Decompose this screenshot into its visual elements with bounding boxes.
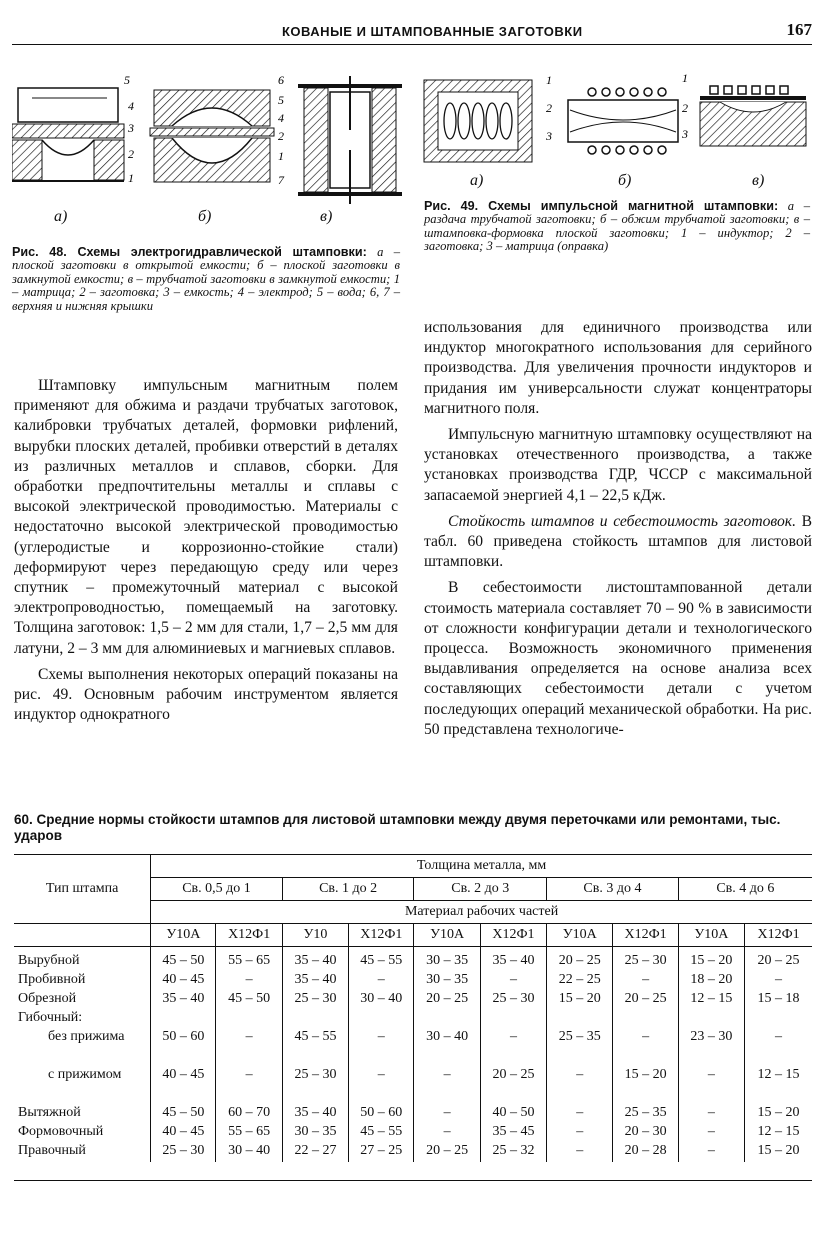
fig48-callout-3: 3 [128,121,134,135]
fig48-caption [12,246,400,313]
fig48-scheme-a [12,88,124,182]
fig48-label-c: в) [320,208,333,225]
table-cell: 25 – 30 [151,1143,216,1162]
fig48-callout-2: 2 [128,147,134,161]
fig48-callout-7: 7 [278,173,284,187]
table-cell: 30 – 40 [216,1143,282,1162]
table-cell: – [678,1067,744,1105]
table-cell: – [216,1029,282,1067]
fig48-callout-5: 5 [124,73,130,87]
table-cell: – [480,972,546,991]
table-cell: – [745,1029,812,1067]
table-cell: 40 – 45 [151,1067,216,1105]
row-label: Гибочный: [18,1010,83,1025]
fig49-caption-body: а – раздача трубчатой заготовки; б – обжим трубчатой заготовки; в – штамповка-формовка плоской заготовки; 1 – индуктор; 2 – заготовка; 3 – матрица (оправка) [424,199,811,254]
fig49-callout-2b: 2 [682,101,688,115]
material-header: Х12Ф1 [613,924,678,947]
row-label: Пробивной [18,972,86,987]
row-label: Формовочный [18,1124,104,1139]
table-cell: – [349,1067,414,1105]
table-cell: – [613,1029,678,1067]
range-header: Св. 1 до 2 [282,878,414,901]
table-cell: 12 – 15 [745,1124,812,1143]
fig48-scheme-b [150,90,274,182]
table-cell: – [678,1143,744,1162]
right-paragraph-3 [424,512,812,573]
fig49-label-a: а) [470,172,484,189]
table-cell: 45 – 55 [282,1029,348,1067]
range-header: Св. 4 до 6 [678,878,812,901]
table-cell: 25 – 30 [282,991,348,1010]
table-cell: 25 – 35 [613,1105,678,1124]
table-cell [613,1010,678,1029]
table-cell: – [547,1067,613,1105]
range-header: Св. 2 до 3 [414,878,547,901]
material-header: У10А [151,924,216,947]
table-row [14,947,812,973]
table-cell: 20 – 25 [480,1067,546,1105]
table-cell: 60 – 70 [216,1105,282,1124]
fig49-scheme-a [424,80,532,162]
fig49-label-b: б) [618,172,632,189]
table-cell [349,1010,414,1029]
table-cell: – [745,972,812,991]
table-cell [282,1010,348,1029]
table-cell: 15 – 20 [678,947,744,973]
header-type: Тип штампа [14,855,151,924]
table-cell: 22 – 27 [282,1143,348,1162]
left-paragraph-2: Схемы выполнения некоторых операций показаны на рис. 49. Основным рабочим инструментом является индуктор однократного [14,665,398,724]
table-cell: – [216,972,282,991]
left-paragraph-1: Штамповку импульсным магнитным полем применяют для обжима и раздачи трубчатых заготовок, калибровки трубчатых деталей, формовки рифлений, вырубки плоских деталей, пробивки отверстий в деталях из различных металлов и сплавов, сборки. Для обработки предпочтительны металлы и сплавы с высокой электрической проводимостью. Материалы с недостаточно высокой электрической проводимостью (углеродистые и коррозионно-стойкие стали) деформируют через передающую среду или через спутник – промежуточный материал с высокой электропроводностью, помещаемый на заготовку. Толщина заготовок: 1,5 – 2 мм для стали, 1,7 – 2,5 мм для латуни, 2 – 3 мм для алюминиевых и магниевых сплавов. [14,377,398,657]
table-cell: 15 – 20 [745,1105,812,1124]
material-header: У10А [414,924,480,947]
fig48-callout-4: 4 [128,99,134,113]
fig48-label-a: а) [54,208,68,225]
right-paragraph-1: использования для единичного производства или индуктор многократного использования для серийного производства. Для увеличения прочности индукторов и придания им универсальности служат концентраторы магнитного поля. [424,319,812,417]
right-column [424,318,812,740]
table-cell: 35 – 40 [282,1105,348,1124]
durability-table [14,854,812,1162]
table-bottom-rule [14,1180,812,1181]
right-paragraph-2: Импульсную магнитную штамповку осуществляют на установках отечественного производства, а также установках производства ГДР, ЧССР с максимальной запасаемой энергией 4,1 – 22,5 кДж. [424,426,812,504]
figure-49-drawing [420,70,820,170]
table-cell: 35 – 40 [282,947,348,973]
table-cell: 35 – 40 [151,991,216,1010]
table-cell: 40 – 50 [480,1105,546,1124]
fig49-callout-1: 1 [546,73,552,87]
row-label: Вырубной [18,953,80,968]
table-cell: – [678,1124,744,1143]
fig49-callout-1b: 1 [682,71,688,85]
material-header: Х12Ф1 [480,924,546,947]
table-cell: – [547,1143,613,1162]
fig49-callout-3: 3 [546,129,552,143]
table-cell: 20 – 25 [745,947,812,973]
header-thickness: Толщина металла, мм [151,855,812,878]
fig49-callout-3b: 3 [682,127,688,141]
fig48-callout-1: 1 [128,171,134,185]
row-label: Правочный [18,1143,86,1158]
material-header: Х12Ф1 [349,924,414,947]
table-row [14,991,812,1010]
running-title: КОВАНЫЕ И ШТАМПОВАННЫЕ ЗАГОТОВКИ [282,24,583,39]
table-row [14,1029,812,1067]
table-cell: 35 – 40 [480,947,546,973]
table-cell: 25 – 30 [480,991,546,1010]
table-cell [216,1010,282,1029]
table-cell: – [414,1067,480,1105]
table-cell: 18 – 20 [678,972,744,991]
table-cell: 12 – 15 [678,991,744,1010]
table-cell: 30 – 40 [414,1029,480,1067]
table-cell: 35 – 40 [282,972,348,991]
table-cell: 30 – 35 [414,947,480,973]
header-material: Материал рабочих частей [151,901,812,924]
fig48-label-b: б) [198,208,212,225]
right-paragraph-3-text: В табл. 60 приведена стойкость штампов для листовой штамповки. [424,512,812,571]
table-cell: 15 – 18 [745,991,812,1010]
fig48-caption-title: Рис. 48. Схемы электрогидравлической штамповки: [12,245,367,259]
page-number: 167 [786,20,812,39]
table-cell: 25 – 35 [547,1029,613,1067]
fig49-scheme-c [700,86,806,146]
table-cell: 15 – 20 [613,1067,678,1105]
table-cell: 12 – 15 [745,1067,812,1105]
table-cell: 50 – 60 [349,1105,414,1124]
row-label: Вытяжной [18,1105,81,1120]
row-label: Обрезной [18,991,77,1006]
table-cell [414,1010,480,1029]
table-cell: – [216,1067,282,1105]
section-heading-italic: Стойкость штампов и себестоимость заготовок. [448,512,796,530]
table-cell: 20 – 25 [613,991,678,1010]
table-cell: – [480,1029,546,1067]
material-header: Х12Ф1 [216,924,282,947]
table-cell [480,1010,546,1029]
table-cell: 55 – 65 [216,947,282,973]
table-row [14,1143,812,1162]
table-row [14,1105,812,1124]
table-cell: 30 – 35 [282,1124,348,1143]
row-label: с прижимом [48,1067,122,1082]
table-cell: 15 – 20 [547,991,613,1010]
table-cell: 40 – 45 [151,972,216,991]
table-cell: 25 – 30 [282,1067,348,1105]
table-cell: – [349,972,414,991]
table-cell: 30 – 40 [349,991,414,1010]
material-header: У10 [282,924,348,947]
table-cell: 40 – 45 [151,1124,216,1143]
fig48-callout-1b: 1 [278,149,284,163]
fig49-caption [424,200,810,254]
fig48-callout-6: 6 [278,73,284,87]
table-cell: 20 – 25 [547,947,613,973]
table-row [14,1067,812,1105]
table-cell: 45 – 50 [151,947,216,973]
fig48-callout-4b: 4 [278,111,284,125]
fig49-scheme-b [568,88,678,154]
range-header: Св. 0,5 до 1 [151,878,283,901]
table-cell: 20 – 25 [414,991,480,1010]
left-column [14,376,398,725]
table-cell: 22 – 25 [547,972,613,991]
table-cell [745,1010,812,1029]
table-cell: – [547,1105,613,1124]
material-header: У10А [547,924,613,947]
fig49-label-c: в) [752,172,765,189]
table-cell [678,1010,744,1029]
table-cell: – [547,1124,613,1143]
fig48-callout-5b: 5 [278,93,284,107]
table-cell: 20 – 30 [613,1124,678,1143]
running-header [12,18,812,45]
table-cell: 30 – 35 [414,972,480,991]
table-cell: 55 – 65 [216,1124,282,1143]
fig49-caption-title: Рис. 49. Схемы импульсной магнитной штамповки: [424,199,779,213]
table-cell: 25 – 30 [613,947,678,973]
table-cell: – [349,1029,414,1067]
range-header: Св. 3 до 4 [547,878,679,901]
fig48-caption-body: а – плоской заготовки в открытой емкости; б – плоской заготовки в замкнутой емкости; в – трубчатой заготовки в замкнутой емкости; 1 – матрица; 2 – заготовка; 3 – емкость; 4 – электрод; 5 – вода; 6, 7 – верхняя и нижняя крышки [12,245,400,313]
fig49-callout-2: 2 [546,101,552,115]
table-title: 60. Средние нормы стойкости штампов для листовой штамповки между двумя переточками или ремонтами, тыс. ударов [14,812,781,843]
table-cell: 45 – 55 [349,1124,414,1143]
row-label: без прижима [48,1029,125,1044]
table-cell: 35 – 45 [480,1124,546,1143]
table-cell: – [414,1105,480,1124]
table-cell [547,1010,613,1029]
fig48-callout-2b: 2 [278,129,284,143]
table-cell: 20 – 28 [613,1143,678,1162]
table-row [14,1124,812,1143]
table-cell: – [678,1105,744,1124]
table-cell: 15 – 20 [745,1143,812,1162]
table-cell: – [414,1124,480,1143]
table-cell: 27 – 25 [349,1143,414,1162]
table-cell: 25 – 32 [480,1143,546,1162]
material-header: Х12Ф1 [745,924,812,947]
table-row [14,1010,812,1029]
fig48-scheme-c [298,76,402,204]
right-paragraph-4: В себестоимости листоштампованной детали стоимость материала составляет 70 – 90 % в зависимости от сложности конфигурации детали и технологического процесса. Возможность экономичного применения выдавливания определяется на основе анализа всех составляющих себестоимости детали с учетом последующих операций механической обработки. На рис. 50 представлена технологиче- [424,579,812,738]
table-cell [151,1010,216,1029]
table-cell: 50 – 60 [151,1029,216,1067]
table-cell: 45 – 50 [216,991,282,1010]
table-cell: – [613,972,678,991]
table-row [14,972,812,991]
table-cell: 45 – 55 [349,947,414,973]
table-cell: 20 – 25 [414,1143,480,1162]
material-header: У10А [678,924,744,947]
table-cell: 45 – 50 [151,1105,216,1124]
table-cell: 23 – 30 [678,1029,744,1067]
